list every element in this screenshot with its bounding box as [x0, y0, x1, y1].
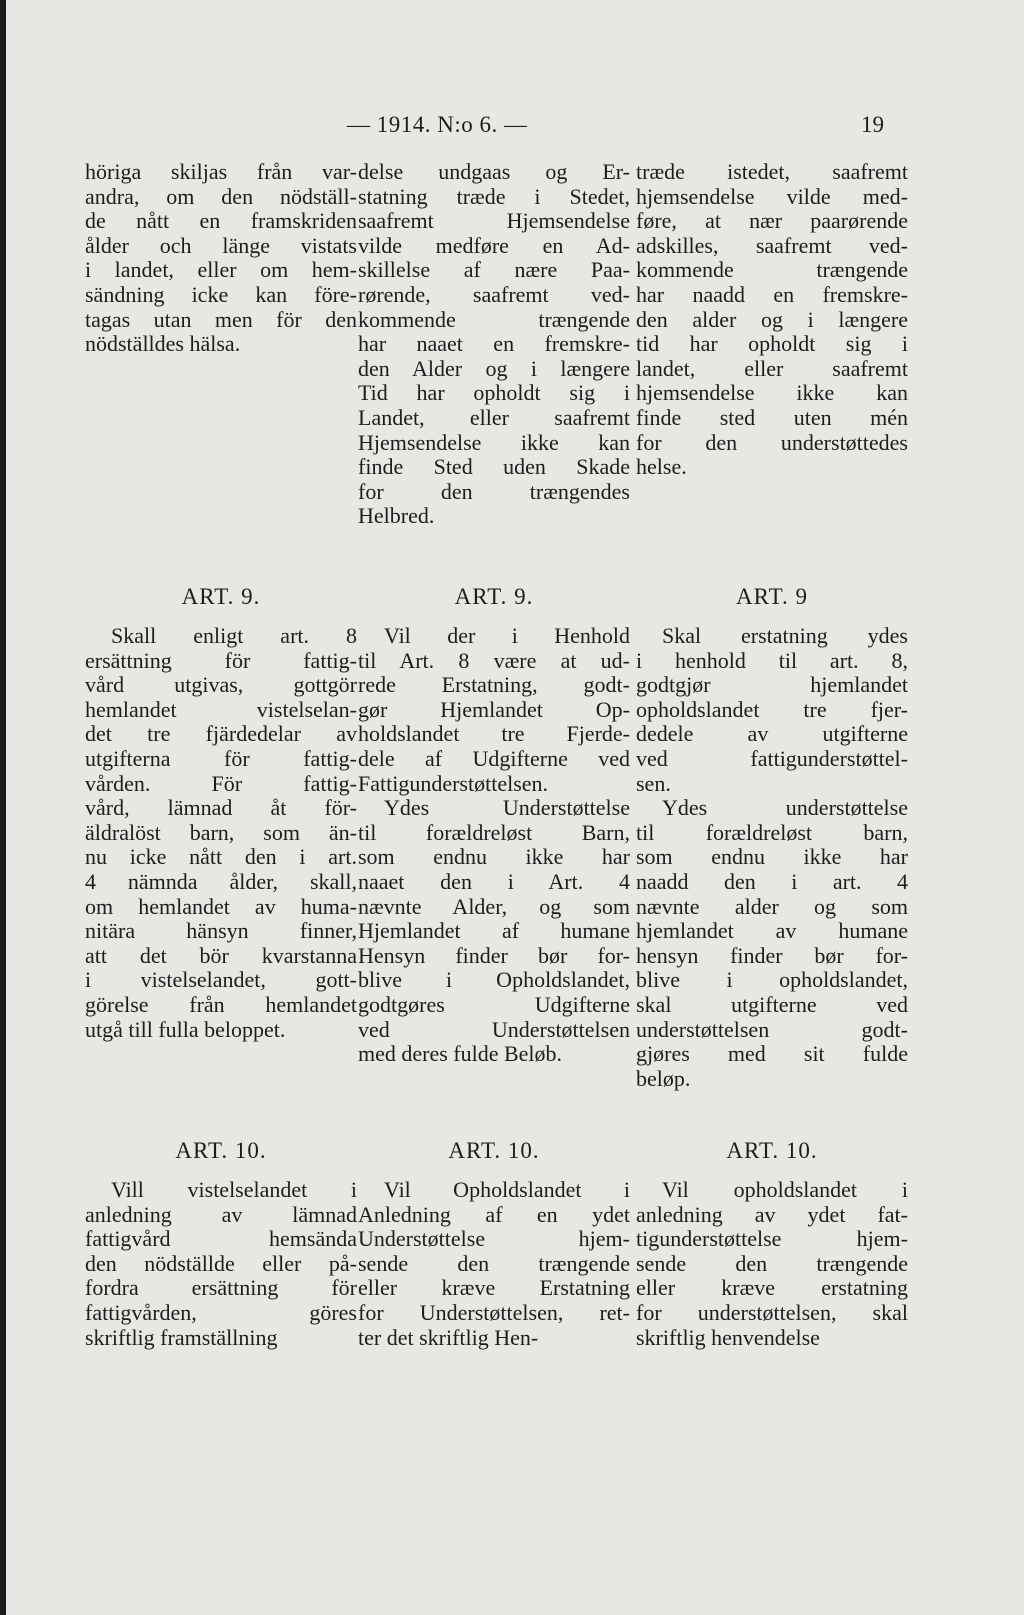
text-line: att det bör kvarstanna — [85, 942, 357, 968]
page-number: 19 — [861, 112, 884, 137]
text-line: fattigvården, göres — [85, 1299, 357, 1325]
text-line: vilde medføre en Ad- — [358, 232, 630, 258]
text-line: dedele av utgifterne — [636, 721, 908, 747]
text-line: den nödställde eller på- — [85, 1250, 357, 1276]
intro-norwegian — [636, 160, 908, 480]
text-line: til forældreløst barn, — [636, 819, 908, 845]
text-line: adskilles, saafremt ved- — [636, 232, 908, 258]
art10-danish — [358, 1178, 630, 1350]
text-line: godtgjør hjemlandet — [636, 672, 908, 698]
text-line: til forældreløst Barn, — [358, 819, 630, 845]
text-line: fattigvård hemsända — [85, 1226, 357, 1252]
text-line: som endnu ikke har — [358, 844, 630, 870]
text-line: äldralöst barn, som än- — [85, 819, 357, 845]
text-line: understøttelsen godt- — [636, 1016, 908, 1042]
text-line: vård, lämnad åt för- — [85, 795, 357, 821]
text-line: Tid har opholdt sig i — [358, 380, 630, 406]
text-line: hjemsendelse vilde med- — [636, 183, 908, 209]
text-line: for den understøttedes — [636, 429, 908, 455]
text-line: gjøres med sit fulde — [636, 1041, 908, 1067]
text-line: sändning icke kan före- — [85, 281, 357, 307]
text-line: Ydes understøttelse — [662, 795, 908, 821]
text-line: for Understøttelsen, ret- — [358, 1299, 630, 1325]
text-line: kommende trængende — [358, 306, 630, 332]
page-header — [6, 112, 1024, 144]
text-line: saafremt Hjemsendelse — [358, 208, 630, 234]
text-line: om hemlandet av huma- — [85, 893, 357, 919]
text-line: sende den trængende — [358, 1250, 630, 1276]
art10-heading-danish: ART. 10. — [448, 1138, 540, 1163]
art10-heading-swedish: ART. 10. — [175, 1138, 267, 1163]
text-line: fordra ersättning för — [85, 1275, 357, 1301]
art9-heading-swedish: ART. 9. — [181, 584, 261, 609]
text-line: skriftlig henvendelse — [636, 1324, 820, 1350]
art10-norwegian — [636, 1178, 908, 1350]
text-line: for understøttelsen, skal — [636, 1299, 908, 1325]
text-line: Fattigunderstøttelsen. — [358, 770, 549, 796]
text-line: holdslandet tre Fjerde- — [358, 721, 630, 747]
text-line: görelse från hemlandet — [85, 991, 357, 1017]
text-line: Hjemsendelse ikke kan — [358, 429, 630, 455]
text-line: anledning av lämnad — [85, 1201, 357, 1227]
text-line: kommende trængende — [636, 257, 908, 283]
text-line: beløp. — [636, 1065, 691, 1091]
text-line: Vil der i Henhold — [384, 623, 630, 648]
text-line: eller kræve Erstatning — [358, 1275, 630, 1301]
text-line: i vistelselandet, gott- — [85, 967, 357, 993]
text-line: finde sted uten mén — [636, 404, 908, 430]
text-line: Anledning af en ydet — [358, 1201, 630, 1227]
text-line: hjemlandet av humane — [636, 918, 908, 944]
text-line: gør Hjemlandet Op- — [358, 696, 630, 722]
text-line: helse. — [636, 454, 687, 480]
text-line: sen. — [636, 770, 671, 796]
art9-danish — [358, 624, 630, 1067]
text-line: anledning av ydet fat- — [636, 1201, 908, 1227]
text-line: som endnu ikke har — [636, 844, 908, 870]
text-line: eller kræve erstatning — [636, 1275, 908, 1301]
art9-heading-norwegian: ART. 9 — [736, 584, 808, 609]
text-line: træde istedet, saafremt — [636, 159, 908, 184]
text-line: i henhold til art. 8, — [636, 647, 908, 673]
text-line: blive i opholdslandet, — [636, 967, 908, 993]
text-line: rede Erstatning, godt- — [358, 672, 630, 698]
text-line: hjemsendelse ikke kan — [636, 380, 908, 406]
text-line: sende den trængende — [636, 1250, 908, 1276]
text-line: tid har opholdt sig i — [636, 331, 908, 357]
text-line: höriga skiljas från var- — [85, 159, 357, 184]
text-line: de nått en framskriden — [85, 208, 357, 234]
text-line: Skall enligt art. 8 — [111, 623, 357, 648]
text-line: blive i Opholdslandet, — [358, 967, 630, 993]
text-line: nævnte Alder, og som — [358, 893, 630, 919]
text-line: Vil opholdslandet i — [662, 1177, 908, 1202]
text-line: hemlandet vistelselan- — [85, 696, 357, 722]
text-line: i landet, eller om hem- — [85, 257, 357, 283]
text-line: nu icke nått den i art. — [85, 844, 357, 870]
text-line: nævnte alder og som — [636, 893, 908, 919]
text-line: statning træde i Stedet, — [358, 183, 630, 209]
text-line: skriftlig framställning — [85, 1324, 278, 1350]
text-line: skal utgifterne ved — [636, 991, 908, 1017]
text-line: delse undgaas og Er- — [358, 159, 630, 184]
text-line: Helbred. — [358, 503, 435, 529]
text-line: ter det skriftlig Hen- — [358, 1324, 539, 1350]
text-line: dele af Udgifterne ved — [358, 745, 630, 771]
text-line: utgå till fulla beloppet. — [85, 1016, 286, 1042]
text-line: Vill vistelselandet i — [111, 1177, 357, 1202]
intro-danish — [358, 160, 630, 529]
art10-heading-norwegian: ART. 10. — [726, 1138, 818, 1163]
text-line: utgifterna för fattig- — [85, 745, 357, 771]
text-line: ved Understøttelsen — [358, 1016, 630, 1042]
text-line: har naadd en fremskre- — [636, 281, 908, 307]
text-line: ersättning för fattig- — [85, 647, 357, 673]
text-line: Vil Opholdslandet i — [384, 1177, 630, 1202]
text-line: for den trængendes — [358, 478, 630, 504]
text-line: finde Sted uden Skade — [358, 454, 630, 480]
text-line: naaet den i Art. 4 — [358, 868, 630, 894]
text-line: til Art. 8 være at ud- — [358, 647, 630, 673]
text-line: Skal erstatning ydes — [662, 623, 908, 648]
intro-swedish — [85, 160, 357, 357]
art9-heading-danish: ART. 9. — [454, 584, 534, 609]
text-line: det tre fjärdedelar av — [85, 721, 357, 747]
text-line: Hjemlandet af humane — [358, 918, 630, 944]
text-line: 4 nämnda ålder, skall, — [85, 868, 357, 894]
text-line: den alder og i længere — [636, 306, 908, 332]
text-line: opholdslandet tre fjer- — [636, 696, 908, 722]
running-title: — 1914. N:o 6. — — [347, 112, 528, 137]
text-line: vård utgivas, gottgör — [85, 672, 357, 698]
art9-norwegian — [636, 624, 908, 1091]
text-line: den Alder og i længere — [358, 355, 630, 381]
text-line: Hensyn finder bør for- — [358, 942, 630, 968]
text-line: landet, eller saafremt — [636, 355, 908, 381]
text-line: rørende, saafremt ved- — [358, 281, 630, 307]
text-line: tigunderstøttelse hjem- — [636, 1226, 908, 1252]
text-line: godtgøres Udgifterne — [358, 991, 630, 1017]
text-line: med deres fulde Beløb. — [358, 1041, 563, 1067]
book-page — [6, 0, 1024, 1615]
text-line: nödställdes hälsa. — [85, 331, 241, 357]
text-line: skillelse af nære Paa- — [358, 257, 630, 283]
art9-swedish — [85, 624, 357, 1042]
text-line: tagas utan men för den — [85, 306, 357, 332]
text-line: nitära hänsyn finner, — [85, 918, 357, 944]
text-line: Ydes Understøttelse — [384, 795, 630, 821]
text-line: hensyn finder bør for- — [636, 942, 908, 968]
text-line: ålder och länge vistats — [85, 232, 357, 258]
text-line: Landet, eller saafremt — [358, 404, 630, 430]
text-line: føre, at nær paarørende — [636, 208, 908, 234]
text-line: naadd den i art. 4 — [636, 868, 908, 894]
text-line: Understøttelse hjem- — [358, 1226, 630, 1252]
art10-swedish — [85, 1178, 357, 1350]
text-line: har naaet en fremskre- — [358, 331, 630, 357]
text-line: vården. För fattig- — [85, 770, 357, 796]
text-line: andra, om den nödställ- — [85, 183, 357, 209]
text-line: ved fattigunderstøttel- — [636, 745, 908, 771]
